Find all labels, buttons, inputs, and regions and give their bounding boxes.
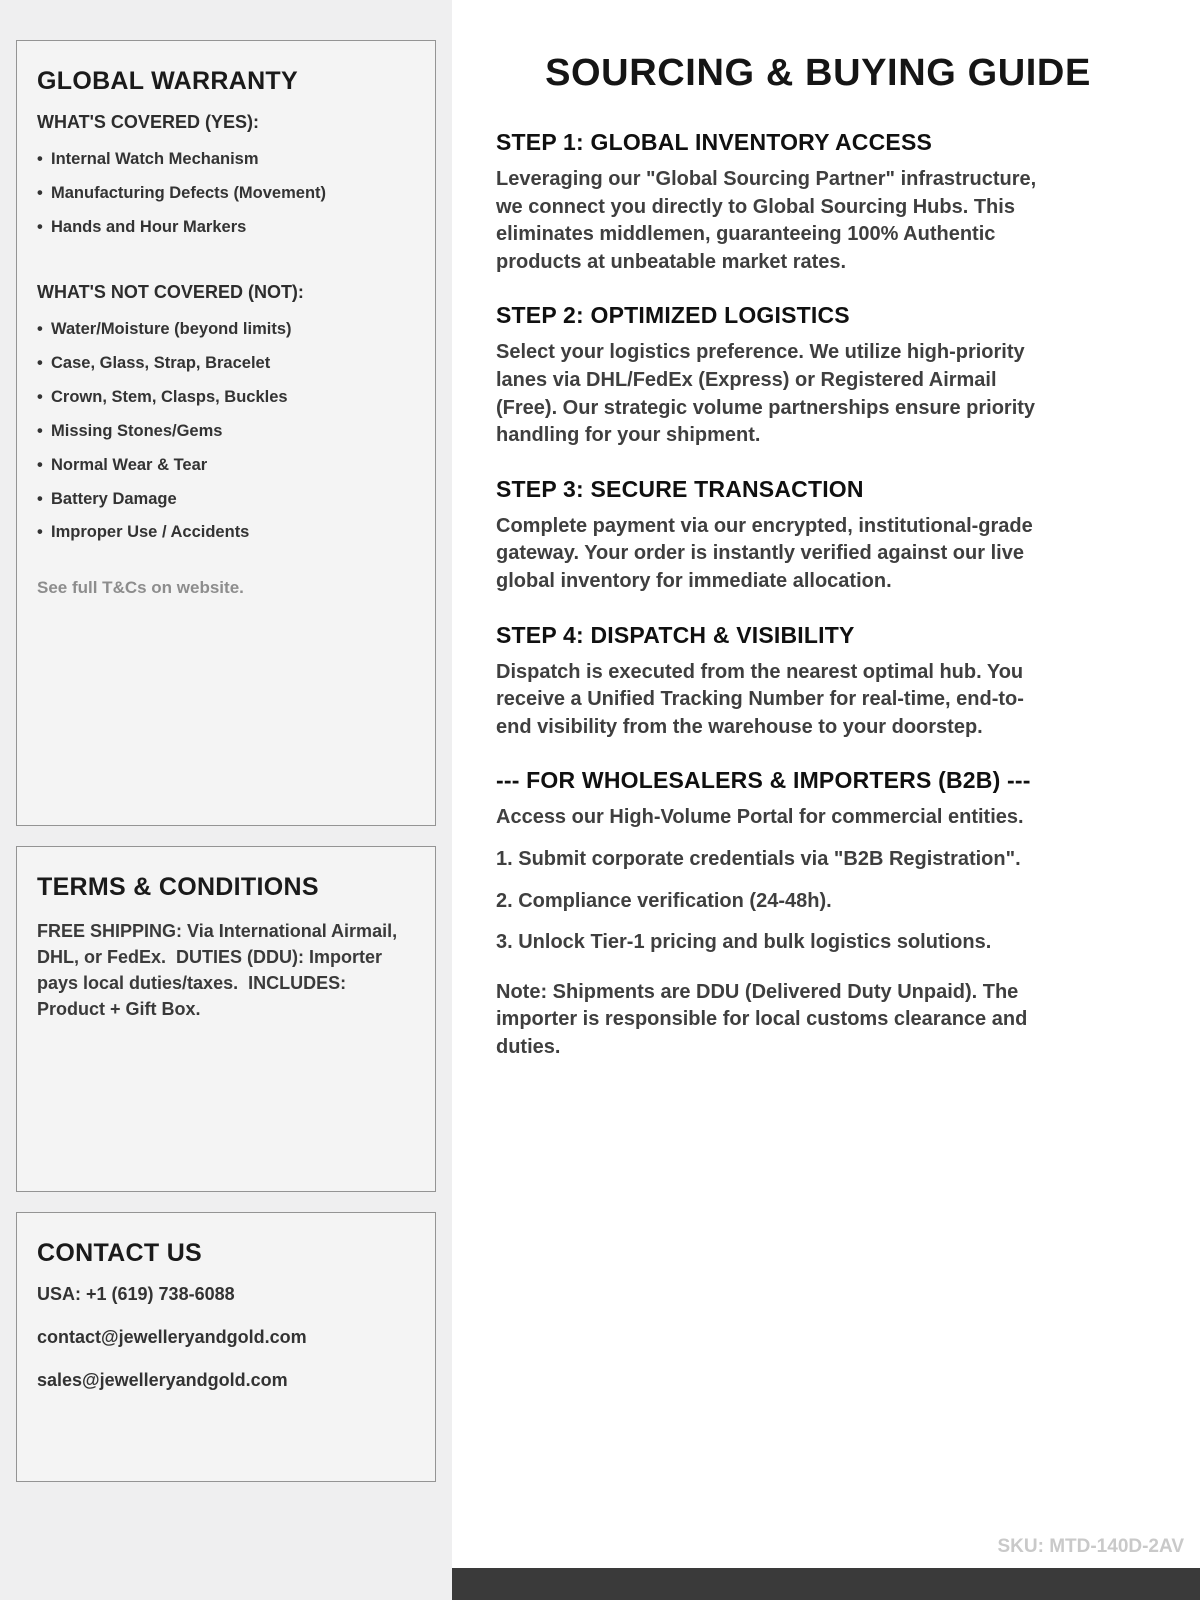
terms-section bbox=[16, 846, 436, 1192]
not-covered-item: • Improper Use / Accidents bbox=[37, 516, 415, 550]
contact-email: contact@jewelleryandgold.com bbox=[37, 1327, 307, 1347]
step-1-section bbox=[496, 129, 1140, 276]
b2b-heading: --- FOR WHOLESALERS & IMPORTERS (B2B) --- bbox=[496, 767, 1031, 794]
not-covered-item: • Missing Stones/Gems bbox=[37, 415, 415, 449]
step-2-body: Select your logistics preference. We utilize high-priority lanes via DHL/FedEx (Express) or Registered Airmail (Free). Our strategic volume partnerships ensure priority handling for your shipment. bbox=[496, 341, 1036, 447]
step-3-heading: STEP 3: SECURE TRANSACTION bbox=[496, 475, 864, 502]
contact-title: CONTACT US bbox=[37, 1239, 203, 1267]
b2b-item: 3. Unlock Tier-1 pricing and bulk logistics solutions. bbox=[496, 931, 992, 954]
warranty-title: GLOBAL WARRANTY bbox=[37, 67, 298, 95]
step-2-section bbox=[496, 302, 1140, 449]
sku-label: SKU: MTD-140D-2AV bbox=[997, 1536, 1184, 1557]
contact-phone: USA: +1 (619) 738-6088 bbox=[37, 1284, 235, 1304]
not-covered-item: • Normal Wear & Tear bbox=[37, 449, 415, 483]
page-title: SOURCING & BUYING GUIDE bbox=[545, 52, 1091, 94]
b2b-item: 2. Compliance verification (24-48h). bbox=[496, 889, 832, 912]
b2b-note: Note: Shipments are DDU (Delivered Duty Unpaid). The importer is responsible for local customs clearance and duties. bbox=[496, 980, 1028, 1058]
terms-title: TERMS & CONDITIONS bbox=[37, 873, 319, 901]
covered-item: • Internal Watch Mechanism bbox=[37, 143, 415, 177]
not-covered-list bbox=[37, 313, 415, 550]
b2b-item: 1. Submit corporate credentials via "B2B Registration". bbox=[496, 847, 1021, 870]
warranty-section bbox=[16, 40, 436, 826]
step-4-body: Dispatch is executed from the nearest optimal hub. You receive a Unified Tracking Number for real-time, end-to-end visibility from the warehouse to your doorstep. bbox=[496, 660, 1024, 738]
step-2-heading: STEP 2: OPTIMIZED LOGISTICS bbox=[496, 302, 850, 329]
bottom-bar bbox=[452, 1568, 1200, 1600]
covered-item: • Hands and Hour Markers bbox=[37, 211, 415, 245]
b2b-intro: Access our High-Volume Portal for commercial entities. bbox=[496, 806, 1024, 829]
not-covered-item: • Crown, Stem, Clasps, Buckles bbox=[37, 381, 415, 415]
covered-item: • Manufacturing Defects (Movement) bbox=[37, 177, 415, 211]
not-covered-title: WHAT'S NOT COVERED (NOT): bbox=[37, 282, 304, 303]
step-4-heading: STEP 4: DISPATCH & VISIBILITY bbox=[496, 621, 855, 648]
not-covered-item: • Battery Damage bbox=[37, 483, 415, 517]
step-3-section bbox=[496, 476, 1140, 596]
main-content bbox=[452, 0, 1200, 1600]
step-1-body: Leveraging our "Global Sourcing Partner" infrastructure, we connect you directly to Global Sourcing Hubs. This eliminates middlemen, guaranteeing 100% Authentic products at unbeatable market rates. bbox=[496, 168, 1037, 273]
terms-body: FREE SHIPPING: Via International Airmail, DHL, or FedEx. DUTIES (DDU): Importer pays local duties/taxes. INCLUDES: Product + Gift Box. bbox=[37, 921, 403, 1020]
sales-email: sales@jewelleryandgold.com bbox=[37, 1370, 288, 1390]
not-covered-item: • Case, Glass, Strap, Bracelet bbox=[37, 347, 415, 381]
contact-section bbox=[16, 1212, 436, 1482]
not-covered-item: • Water/Moisture (beyond limits) bbox=[37, 313, 415, 347]
step-3-body: Complete payment via our encrypted, institutional-grade gateway. Your order is instantly verified against our live global inventory for immediate allocation. bbox=[496, 514, 1033, 592]
sidebar bbox=[0, 0, 452, 1600]
warranty-footnote: See full T&Cs on website. bbox=[37, 578, 244, 598]
covered-title: WHAT'S COVERED (YES): bbox=[37, 112, 259, 132]
b2b-section bbox=[496, 767, 1140, 1061]
step-4-section bbox=[496, 622, 1140, 742]
covered-list bbox=[37, 143, 415, 244]
step-1-heading: STEP 1: GLOBAL INVENTORY ACCESS bbox=[496, 129, 933, 155]
